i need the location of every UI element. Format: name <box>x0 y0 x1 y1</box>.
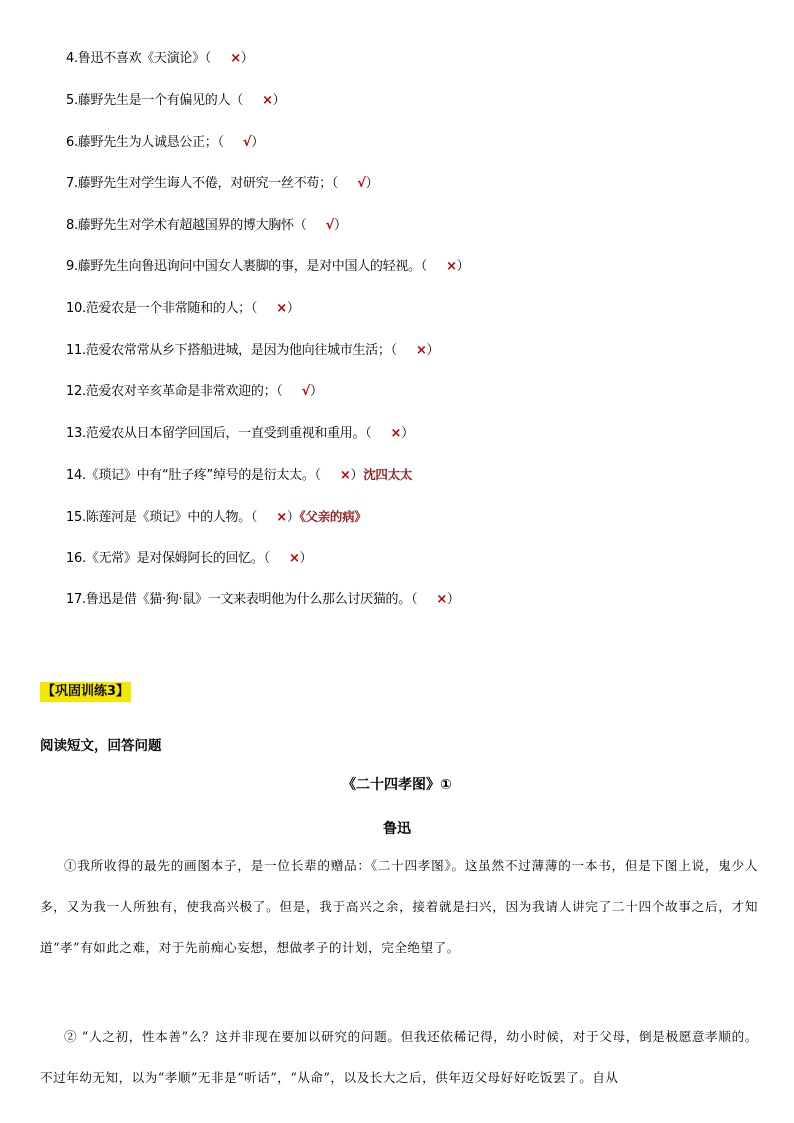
list-item: 9.藤野先生向鲁迅询问中国女人裹脚的事，是对中国人的轻视。（ ×） <box>66 259 470 274</box>
check-mark-icon: √ <box>325 218 334 233</box>
item-text: 8.藤野先生对学术有超越国界的博大胸怀（ <box>66 218 307 233</box>
correction-note: 沈四太太 <box>363 467 413 482</box>
list-item: 8.藤野先生对学术有超越国界的博大胸怀（ √） <box>66 218 347 233</box>
cross-mark-icon: × <box>288 551 300 566</box>
item-text: 4.鲁迅不喜欢《天演论》（ <box>66 51 212 66</box>
item-text: 14.《琐记》中有“肚子疼”绰号的是衍太太。（ <box>66 468 321 483</box>
list-item: 4.鲁迅不喜欢《天演论》（ ×） <box>66 51 254 66</box>
correction-note: 《父亲的病》 <box>299 509 367 524</box>
item-text: 17.鲁迅是借《猫·狗·鼠》一文来表明他为什么那么讨厌猫的。（ <box>66 592 418 607</box>
cross-mark-icon: × <box>446 259 457 274</box>
cross-mark-icon: × <box>230 51 241 66</box>
item-text: 13.范爱农从日本留学回国后，一直受到重视和重用。（ <box>66 426 372 441</box>
cross-mark-icon: × <box>262 93 273 108</box>
cross-mark-icon: × <box>339 468 351 483</box>
check-mark-icon: √ <box>242 135 252 150</box>
cross-mark-icon: × <box>390 426 402 441</box>
list-item: 17.鲁迅是借《猫·狗·鼠》一文来表明他为什么那么讨厌猫的。（ ×） <box>66 592 460 607</box>
check-mark-icon: √ <box>301 384 311 399</box>
list-item: 10.范爱农是一个非常随和的人；（ ×） <box>66 301 300 316</box>
passage-paragraph-2: ② “人之初，性本善”么？这并非现在要加以研究的问题。但我还依稀记得，幼小时候，对于父母，倒是极愿意孝顺的。不过年幼无知，以为“孝顺”无非是“听话”，“从命”，以及长大之后，供年迈父母好好吃饭罢了。自从 <box>40 1029 758 1085</box>
passage-title: 《二十四孝图》① <box>342 777 452 793</box>
cross-mark-icon: × <box>415 343 427 358</box>
passage-paragraph-1: ①我所收得的最先的画图本子，是一位长辈的赠品：《二十四孝图》。这虽然不过薄薄的一本书，但是下图上说，鬼少人多，又为我一人所独有，使我高兴极了。但是，我于高兴之余，接着就是扫兴，因为我请人讲完了二十四个故事之后，才知道“孝”有如此之难，对于先前痴心妄想，想做孝子的计划，完全绝望了。 <box>40 858 758 955</box>
cross-mark-icon: × <box>276 301 287 316</box>
item-text: 16.《无常》是对保姆阿长的回忆。（ <box>66 551 270 566</box>
instruction-heading: 阅读短文，回答问题 <box>40 738 162 754</box>
list-item: 12.范爱农对辛亥革命是非常欢迎的；（ √） <box>66 384 323 399</box>
item-text: 10.范爱农是一个非常随和的人；（ <box>66 301 258 316</box>
cross-mark-icon: × <box>436 592 447 607</box>
check-mark-icon: √ <box>357 176 366 191</box>
list-item: 11.范爱农常常从乡下搭船进城，是因为他向往城市生活；（ ×） <box>66 343 440 358</box>
list-item: 14.《琐记》中有“肚子疼”绰号的是衍太太。（ ×）沈四太太 <box>66 467 413 483</box>
list-item: 13.范爱农从日本留学回国后，一直受到重视和重用。（ ×） <box>66 426 414 441</box>
list-item: 5.藤野先生是一个有偏见的人（ ×） <box>66 93 286 108</box>
cross-mark-icon: × <box>276 510 287 525</box>
item-text: 11.范爱农常常从乡下搭船进城，是因为他向往城市生活；（ <box>66 343 397 358</box>
item-text: 6.藤野先生为人诚恳公正；（ <box>66 135 224 150</box>
list-item: 7.藤野先生对学生诲人不倦，对研究一丝不苟；（ √） <box>66 176 379 191</box>
item-text: 9.藤野先生向鲁迅询问中国女人裹脚的事，是对中国人的轻视。（ <box>66 259 427 274</box>
list-item: 16.《无常》是对保姆阿长的回忆。（ ×） <box>66 551 313 566</box>
item-text: 7.藤野先生对学生诲人不倦，对研究一丝不苟；（ <box>66 176 339 191</box>
item-text: 12.范爱农对辛亥革命是非常欢迎的；（ <box>66 384 283 399</box>
section-badge: 【巩固训练3】 <box>40 682 131 702</box>
item-text: 5.藤野先生是一个有偏见的人（ <box>66 93 243 108</box>
list-item: 6.藤野先生为人诚恳公正；（ √） <box>66 135 264 150</box>
item-text: 15.陈莲河是《琐记》中的人物。（ <box>66 510 258 525</box>
passage-author: 鲁迅 <box>383 821 411 837</box>
list-item: 15.陈莲河是《琐记》中的人物。（ ×）《父亲的病》 <box>66 509 367 525</box>
